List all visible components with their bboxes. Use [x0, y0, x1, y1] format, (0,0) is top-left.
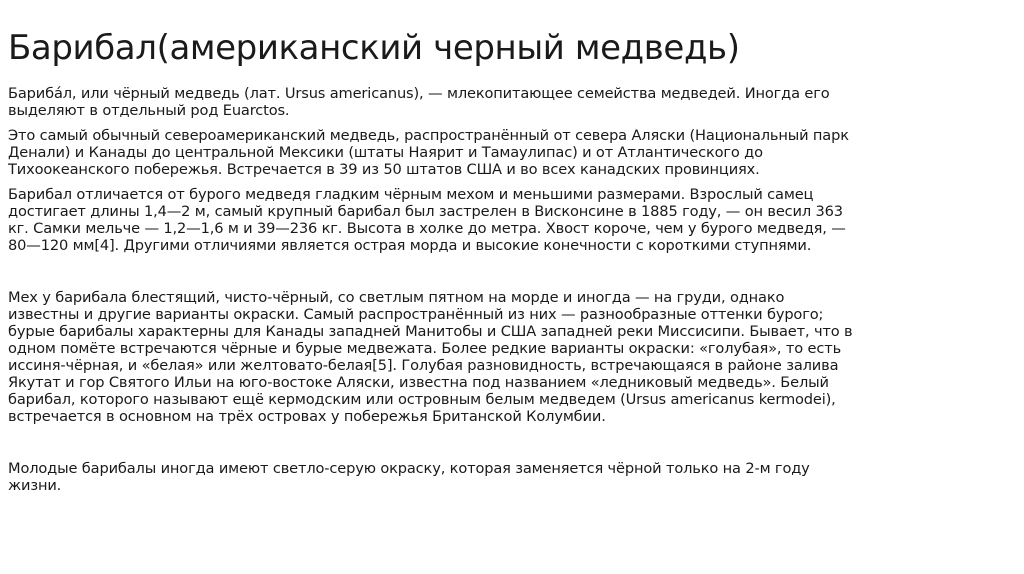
slide-body [8, 85, 1020, 502]
paragraph-fur [8, 289, 1020, 425]
slide-title: Барибал(американский черный медведь) [8, 28, 740, 68]
text-line: Якутат и гор Святого Ильи на юго-востоке Аляски, известна под названием «ледниковый медведь». Белый [8, 374, 829, 391]
spacer [8, 433, 1020, 460]
spacer [8, 262, 1020, 289]
text-line: иссиня-чёрная, и «белая» или желтовато-белая[5]. Голубая разновидность, встречающаяся в районе залива [8, 357, 839, 374]
text-line: Барибал отличается от бурого медведя гладким чёрным мехом и меньшими размерами. Взрослый самец [8, 186, 814, 203]
text-line: барибал, которого называют ещё кермодским или островным белым медведем (Ursus americanus kermodei), [8, 391, 836, 408]
text-line: жизни. [8, 477, 62, 494]
text-line: кг. Самки мельче — 1,2—1,6 м и 39—236 кг. Высота в холке до метра. Хвост короче, чем у бурого медведя, — [8, 220, 846, 237]
paragraph-intro [8, 85, 1020, 119]
text-line: Это самый обычный североамериканский медведь, распространённый от севера Аляски (Национальный парк [8, 127, 849, 144]
text-line: Молодые барибалы иногда имеют светло-серую окраску, которая заменяется чёрной только на 2-м году [8, 460, 810, 477]
paragraph-range [8, 127, 1020, 178]
text-line: известны и другие варианты окраски. Самый распространённый из них — разнообразные оттенки бурого; [8, 306, 824, 323]
text-line: бурые барибалы характерны для Канады западней Манитобы и США западней реки Миссисипи. Бывает, что в [8, 323, 853, 340]
text-line: 80—120 мм[4]. Другими отличиями является острая морда и высокие конечности с короткими ступнями. [8, 237, 812, 254]
paragraph-young [8, 460, 1020, 494]
text-line: Бариба́л, или чёрный медведь (лат. Ursus americanus), — млекопитающее семейства медведей. Иногда его [8, 85, 830, 102]
text-line: встречается в основном на трёх островах у побережья Британской Колумбии. [8, 408, 606, 425]
text-line: одном помёте встречаются чёрные и бурые медвежата. Более редкие варианты окраски: «голубая», то есть [8, 340, 842, 357]
text-line: достигает длины 1,4—2 м, самый крупный барибал был застрелен в Висконсине в 1885 году, — он весил 363 [8, 203, 843, 220]
paragraph-size [8, 186, 1020, 254]
text-line: Денали) и Канады до центральной Мексики (штаты Наярит и Тамаулипас) и от Атлантического до [8, 144, 763, 161]
text-line: Мех у барибала блестящий, чисто-чёрный, со светлым пятном на морде и иногда — на груди, однако [8, 289, 785, 306]
text-line: Тихоокеанского побережья. Встречается в 39 из 50 штатов США и во всех канадских провинциях. [8, 161, 760, 178]
text-line: выделяют в отдельный род Euarctos. [8, 102, 290, 119]
